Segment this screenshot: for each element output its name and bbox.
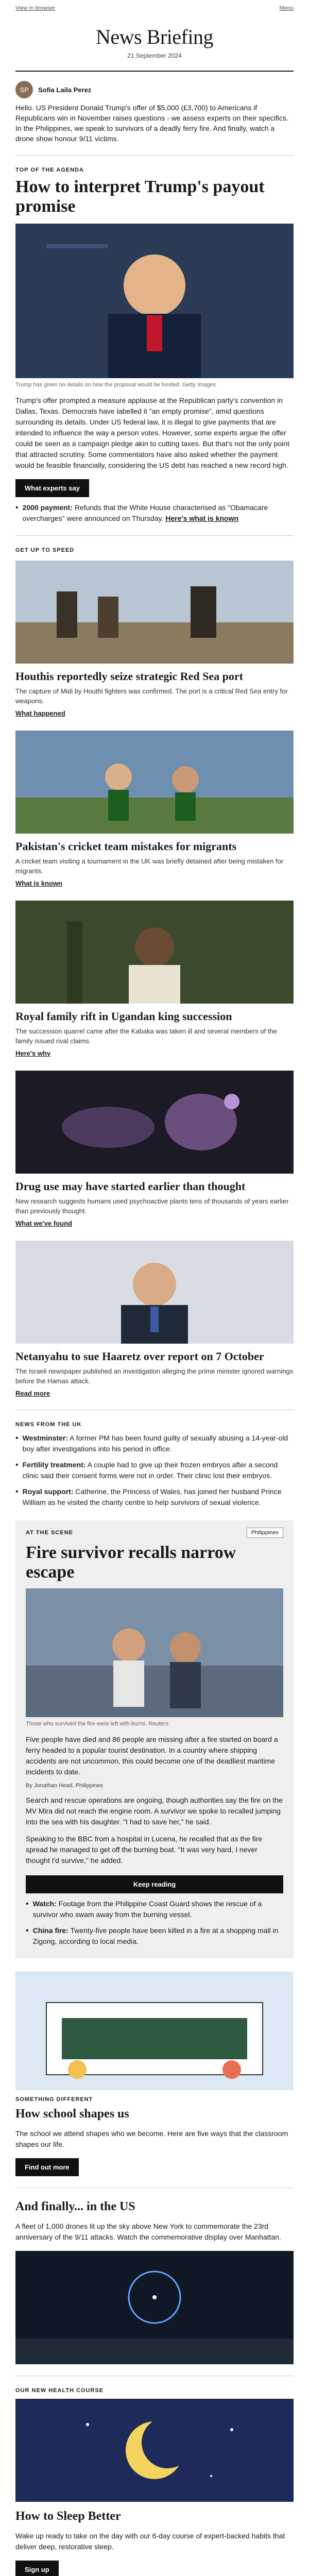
story-link[interactable]: Here's why xyxy=(15,1049,51,1057)
story-image-drugs[interactable] xyxy=(15,1071,294,1174)
story-headline[interactable]: Drug use may have started earlier than thought xyxy=(15,1180,246,1193)
divider xyxy=(15,535,294,536)
story-headline[interactable]: Netanyahu to sue Haaretz over report on 7 October xyxy=(15,1350,264,1363)
story-body: The capture of Midi by Houthi fighters was confirmed. The port is a critical Red Sea entry for weapons. xyxy=(15,687,288,705)
masthead xyxy=(0,11,309,64)
different-body: The school we attend shapes who we become. Here are five ways that the classroom shapes our life. xyxy=(15,2129,288,2148)
finally-headline[interactable]: And finally... in the US xyxy=(15,2200,135,2213)
section-label-speed: GET UP TO SPEED xyxy=(15,547,75,553)
top-story-headline[interactable]: How to interpret Trump's payout promise xyxy=(15,177,265,216)
bullet-dot: • xyxy=(15,1461,19,1469)
top-story-bullet xyxy=(0,497,309,524)
sign-up-button[interactable]: Sign up xyxy=(15,2561,59,2576)
divider xyxy=(15,155,294,156)
drone-show-image[interactable] xyxy=(15,2251,294,2364)
school-illustration[interactable] xyxy=(15,1972,294,2090)
what-experts-say-button[interactable]: What experts say xyxy=(15,479,89,497)
uk-item-text: Catherine, the Princess of Wales, has joined her husband Prince William as he visited the charity centre to help survivors of sexual violence. xyxy=(22,1487,282,1506)
uk-item xyxy=(0,1454,309,1481)
bullet-dot: • xyxy=(26,1900,29,1908)
bullet-text: Refunds that the White House characterised as "Obamacare overcharges" were announced on Thursday. xyxy=(22,503,268,522)
feature-body-3: Speaking to the BBC from a hospital in Lucena, he recalled that as the fire spread he managed to get off the burning boat. "It was very hard, I never thought I'd survive," he added. xyxy=(26,1835,263,1865)
feature-body-2: Search and rescue operations are ongoing, though authorities say the fire on the MV Mira did not reach the engine room. A survivor we spoke to recalled jumping into the sea with his daughter. "I had to save her," he said. xyxy=(26,1796,283,1826)
sleep-illustration[interactable] xyxy=(15,2399,294,2502)
speed-story-1 xyxy=(0,561,309,718)
section-label-different: SOMETHING DIFFERENT xyxy=(15,2096,93,2103)
feature-bullet-text: Footage from the Philippine Coast Guard shows the rescue of a survivor who swam away from the burning vessel. xyxy=(32,1900,262,1919)
uk-item-text: A former PM has been found guilty of sexually abusing a 14-year-old boy after investigations into his period in office. xyxy=(22,1434,288,1453)
feature-byline: By Jonathan Head, Philippines xyxy=(26,1783,103,1789)
story-link[interactable]: What is known xyxy=(15,879,62,887)
drone-show-svg xyxy=(15,2251,294,2364)
story-body: The succession quarrel came after the Kabaka was taken ill and several members of the family issued rival claims. xyxy=(15,1027,277,1045)
uk-item-bold: Fertility treatment: xyxy=(22,1461,86,1469)
speed-story-2 xyxy=(0,731,309,888)
feature-body-1: Five people have died and 86 people are missing after a fire started on board a ferry headed to a popular tourist destination. In a country where shipping accidents are not uncommon, this could become one of the deadliest maritime incidents to date. xyxy=(26,1735,278,1776)
story-headline[interactable]: Pakistan's cricket team mistakes for migrants xyxy=(15,840,237,853)
story-body: New research suggests humans used psychoactive plants tens of thousands of years earlier than previously thought. xyxy=(15,1197,289,1215)
masthead-title: News Briefing xyxy=(96,25,213,48)
section-label-top: TOP OF THE AGENDA xyxy=(15,167,84,173)
view-in-browser-link[interactable]: View in browser xyxy=(15,5,56,11)
menu-link[interactable]: Menu xyxy=(279,5,294,11)
feature-bullet-bold: Watch: xyxy=(32,1900,57,1908)
feature-top xyxy=(15,1520,294,1538)
feature-caption: Those who survived the fire were left with burns. Reuters xyxy=(26,1721,168,1727)
story-body: The Israeli newspaper published an investigation alleging the prime minister ignored warnings before the Hamas attack. xyxy=(15,1367,294,1385)
story-body: A cricket team visiting a tournament in the UK was briefly detained after being mistaken for migrants. xyxy=(15,857,284,875)
feature-headline[interactable]: Fire survivor recalls narrow escape xyxy=(26,1543,236,1582)
speed-story-4 xyxy=(0,1071,309,1228)
author-name: Sofia Laila Perez xyxy=(38,86,92,94)
feature-bullet xyxy=(15,1893,294,1920)
speed-story-3 xyxy=(0,901,309,1058)
story-headline[interactable]: Houthis reportedly seize strategic Red Sea port xyxy=(15,670,243,683)
bullet-dot: • xyxy=(15,1487,19,1496)
feature-bullet xyxy=(15,1920,294,1947)
bullet-dot: • xyxy=(15,1434,19,1443)
story-link[interactable]: Read more xyxy=(15,1389,50,1397)
story-link[interactable]: What happened xyxy=(15,709,65,717)
bullet-bold: 2000 payment: xyxy=(22,503,73,512)
uk-item-bold: Royal support: xyxy=(22,1487,74,1496)
feature-bullet-bold: China fire: xyxy=(32,1926,68,1935)
finally-body: A fleet of 1,000 drones lit up the sky above New York to commemorate the 23rd anniversary of the 9/11 attacks. Watch the commemorative display over Manhattan. xyxy=(15,2222,281,2241)
story-image-netanyahu[interactable] xyxy=(15,1241,294,1344)
author-avatar: SP xyxy=(15,81,33,98)
uk-item-text: A couple had to give up their frozen embryos after a second clinic said their consent forms were not in order. Their clinic lost their embryos. xyxy=(22,1461,278,1480)
bullet-dot: • xyxy=(26,1926,29,1935)
section-label-health: OUR NEW HEALTH COURSE xyxy=(15,2387,104,2394)
intro-text: Hello. US President Donald Trump's offer of $5,000 (£3,700) to Americans if Republicans win in November raises questions - we assess experts on their specifics. In the Philippines, we speak to survivors of a deadly ferry fire. And finally, watch a drone show honour 9/11 victims. xyxy=(15,104,288,143)
feature-image[interactable] xyxy=(26,1588,283,1717)
masthead-rule xyxy=(15,71,294,72)
uk-item xyxy=(0,1481,309,1508)
uk-item xyxy=(0,1428,309,1454)
section-label-uk: NEWS FROM THE UK xyxy=(15,1421,82,1428)
uk-item-bold: Westminster: xyxy=(22,1434,68,1442)
find-out-more-button[interactable]: Find out more xyxy=(15,2158,79,2176)
feature-block xyxy=(15,1520,294,1958)
top-story-body: Trump's offer prompted a measure applause at the Republican party's convention in Dallas, Texas. Democrats have labelled it "an empty promise", amid questions surrounding its details. Under US federal law, it is illegal to give payments that are intended to influence the way a person votes. However, some experts argue the offer could be seen as a campaign pledge akin to cutting taxes. But that's not the only point that attracted scrutiny. Some commentators have also asked whether the payment would be feasible financially, considering the US debt has reached a new record high. xyxy=(15,396,289,469)
story-image-uganda[interactable] xyxy=(15,901,294,1004)
health-body: Wake up ready to take on the day with our 6-day course of expert-backed habits that deliver deep, restorative sleep. xyxy=(15,2532,285,2551)
health-headline[interactable]: How to Sleep Better xyxy=(15,2510,121,2523)
story-headline[interactable]: Royal family rift in Ugandan king succession xyxy=(15,1010,232,1023)
bullet-link[interactable]: Here's what is known xyxy=(165,514,239,522)
different-headline[interactable]: How school shapes us xyxy=(15,2107,129,2121)
story-image-cricket[interactable] xyxy=(15,731,294,834)
feature-kicker: AT THE SCENE xyxy=(26,1530,73,1536)
top-story-caption: Trump has given no details on how the proposal would be funded. Getty Images xyxy=(15,382,216,388)
story-image-houthi[interactable] xyxy=(15,561,294,664)
top-story-image[interactable] xyxy=(15,224,294,378)
feature-tag: Philippines xyxy=(247,1528,283,1538)
top-links xyxy=(0,0,309,11)
feature-bullet-text: Twenty-five people have been killed in a fire at a shopping mall in Zigong, according to local media. xyxy=(32,1926,279,1945)
author-row xyxy=(0,78,309,98)
keep-reading-button[interactable]: Keep reading xyxy=(26,1875,283,1893)
speed-story-5 xyxy=(0,1241,309,1398)
bullet-dot: • xyxy=(15,503,19,512)
story-link[interactable]: What we've found xyxy=(15,1219,72,1227)
masthead-date: 21 September 2024 xyxy=(127,52,182,59)
